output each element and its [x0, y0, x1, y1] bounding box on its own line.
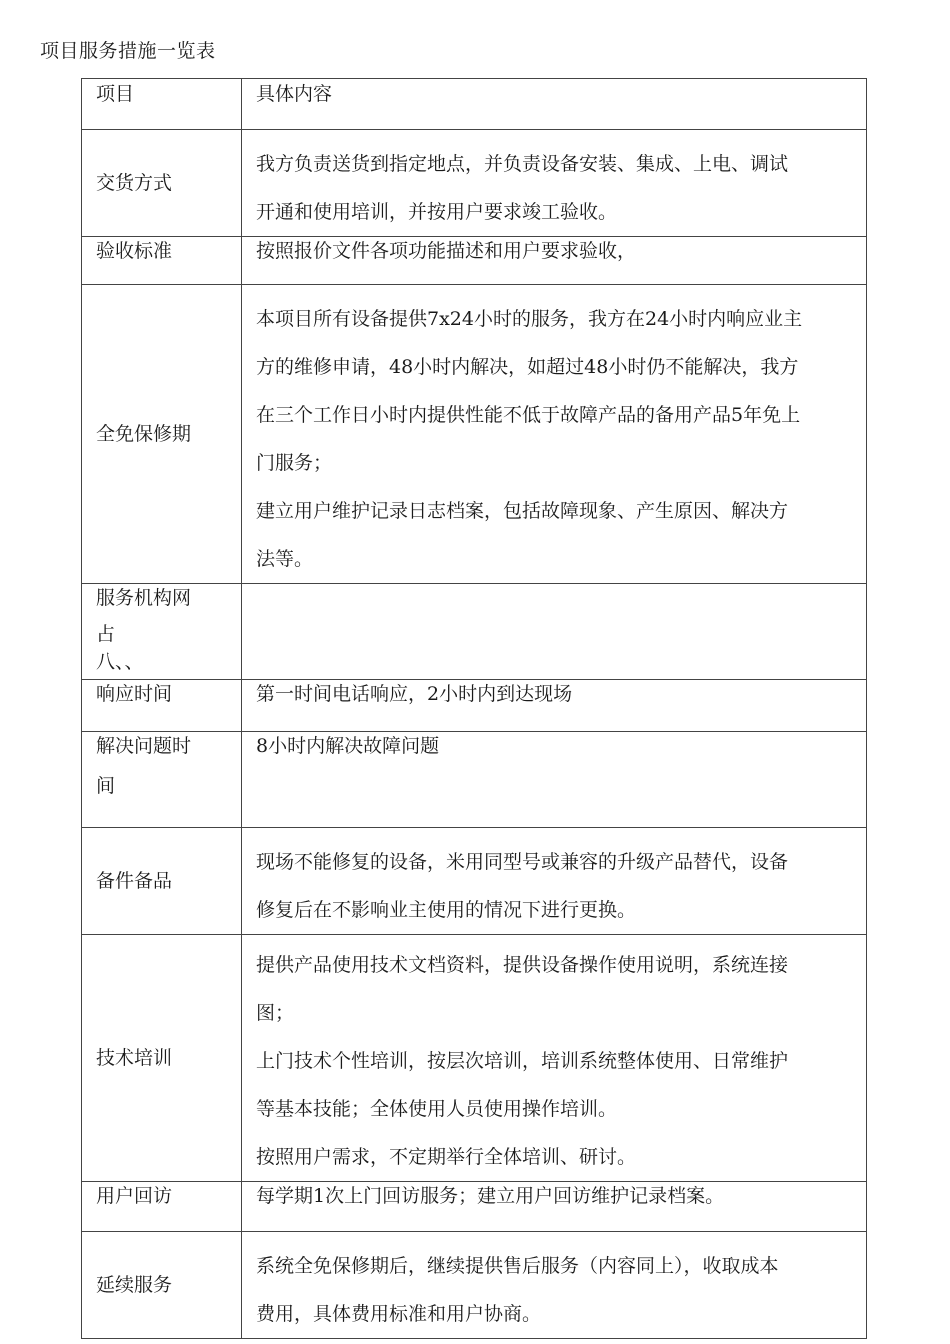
table-row [82, 584, 867, 680]
row-content [242, 130, 867, 237]
row-label: 技术培训 [82, 935, 242, 1182]
content-line: 门服务； [256, 452, 333, 474]
row-label: 全免保修期 [82, 285, 242, 584]
content-line: 法等。 [256, 548, 314, 570]
row-label: 验收标准 [82, 237, 242, 285]
table-row [82, 1232, 867, 1339]
content-line: 等基本技能；全体使用人员使用操作培训。 [256, 1098, 618, 1120]
row-label: 响应时间 [82, 680, 242, 732]
document-title: 项目服务措施一览表 [40, 40, 216, 62]
content-line: 按照用户需求，不定期举行全体培训、研讨。 [256, 1146, 637, 1168]
label-line: 解决问题时 [96, 735, 192, 757]
content-line: 费用，具体费用标准和用户协商。 [256, 1303, 542, 1325]
label-line: 服务机构网 [96, 587, 192, 609]
row-label: 备件备品 [82, 828, 242, 935]
row-content [242, 935, 867, 1182]
table-row [82, 935, 867, 1182]
content-line: 开通和使用培训，并按用户要求竣工验收。 [256, 201, 618, 223]
table-row [82, 237, 867, 285]
header-content: 具体内容 [242, 79, 867, 130]
content-line: 现场不能修复的设备，米用同型号或兼容的升级产品替代，设备 [256, 851, 789, 873]
row-content [242, 237, 867, 285]
content-line: 方的维修申请，48小时内解决，如超过48小时仍不能解决，我方 [256, 356, 799, 378]
table-row [82, 828, 867, 935]
row-label: 延续服务 [82, 1232, 242, 1339]
row-content [242, 680, 867, 732]
content-line: 每学期1次上门回访服务；建立用户回访维护记录档案。 [256, 1185, 725, 1207]
table-row [82, 732, 867, 828]
content-line: 修复后在不影响业主使用的情况下进行更换。 [256, 899, 637, 921]
content-line: 本项目所有设备提供7x24小时的服务，我方在24小时内响应业主 [256, 308, 803, 330]
content-line: 系统全免保修期后，继续提供售后服务（内容同上），收取成本 [256, 1255, 779, 1277]
content-line: 我方负责送货到指定地点，并负责设备安装、集成、上电、调试 [256, 153, 789, 175]
row-content [242, 1182, 867, 1232]
row-label: 用户回访 [82, 1182, 242, 1232]
content-line: 图； [256, 1002, 295, 1024]
row-content [242, 285, 867, 584]
row-label: 交货方式 [82, 130, 242, 237]
row-label [82, 732, 242, 828]
table-row [82, 1182, 867, 1232]
content-line: 建立用户维护记录日志档案，包括故障现象、产生原因、解决方 [256, 500, 789, 522]
content-line: 第一时间电话响应，2小时内到达现场 [256, 683, 573, 705]
label-line: 八、、 [96, 651, 144, 673]
table-row [82, 680, 867, 732]
content-line: 按照报价文件各项功能描述和用户要求验收， [256, 240, 637, 262]
table-row [82, 130, 867, 237]
content-line: 在三个工作日小时内提供性能不低于故障产品的备用产品5年免上 [256, 404, 801, 426]
table-header-row [82, 79, 867, 130]
row-content [242, 584, 867, 680]
content-line: 8小时内解决故障问题 [256, 735, 440, 757]
row-content [242, 828, 867, 935]
row-content [242, 732, 867, 828]
label-line: 间 [96, 775, 116, 797]
content-line: 提供产品使用技术文档资料，提供设备操作使用说明，系统连接 [256, 954, 789, 976]
table-row [82, 285, 867, 584]
row-content [242, 1232, 867, 1339]
label-line: 占 [96, 623, 116, 645]
row-label [82, 584, 242, 680]
header-item: 项目 [82, 79, 242, 130]
content-line: 上门技术个性培训，按层次培训，培训系统整体使用、日常维护 [256, 1050, 789, 1072]
service-measures-table [81, 78, 867, 1339]
